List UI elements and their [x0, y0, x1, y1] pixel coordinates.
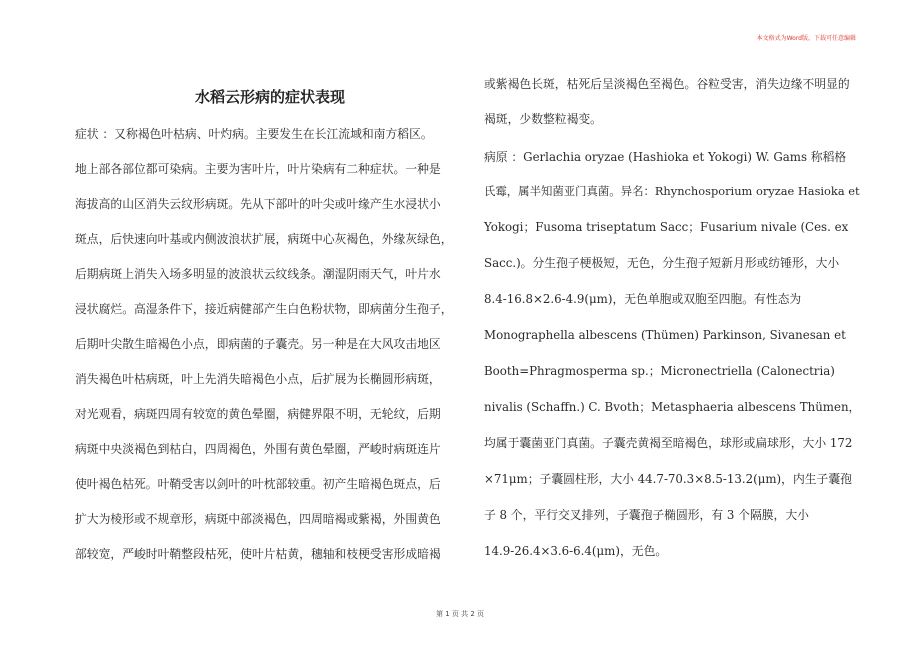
right-line-3: 病原 ：Gerlachia oryzae (Hashioka et Yokogi) W. Gams 称稻格 [484, 150, 847, 164]
left-line-3: 海拔高的山区消失云纹形病斑。先从下部叶的叶尖或叶缘产生水浸状小 [75, 197, 441, 211]
left-line-10: 病斑中央淡褐色到枯白，四周褐色，外围有黄色晕圈，严峻时病斑连片 [75, 442, 441, 456]
right-line-9: Booth=Phragmosperma sp.；Micronectriella (Calonectria) [484, 364, 835, 378]
right-line-8: Monographella albescens (Thümen) Parkinson, Sivanesan et [484, 328, 846, 342]
right-line-1: 或紫褐色长斑，枯死后呈淡褐色至褐色。谷粒受害，消失边缘不明显的 [484, 77, 850, 91]
right-line-4: 氏霉，属半知菌亚门真菌。异名：Rhynchosporium oryzae Hasioka et [484, 184, 860, 198]
left-line-13: 部较宽，严峻时叶鞘整段枯死，使叶片枯黄，穗轴和枝梗受害形成暗褐 [75, 547, 441, 561]
left-line-8: 消失褐色叶枯病斑，叶上先消失暗褐色小点，后扩展为长椭圆形病斑， [75, 372, 441, 386]
left-line-12: 扩大为棱形或不规章形，病斑中部淡褐色，四周暗褐或紫褐，外围黄色 [75, 512, 441, 526]
left-line-11: 使叶褐色枯死。叶鞘受害以剑叶的叶枕部较重。初产生暗褐色斑点，后 [75, 477, 441, 491]
right-line-10: nivalis (Schaffn.) C. Bvoth；Metasphaeria albescens Thümen， [484, 400, 861, 414]
left-line-1: 症状 ：又称褐色叶枯病、叶灼病。主要发生在长江流域和南方稻区。 [75, 127, 433, 141]
right-line-6: Sacc.)。分生孢子梗极短，无色，分生孢子短新月形或纺锤形，大小 [484, 256, 840, 270]
left-line-7: 后期叶尖散生暗褐色小点，即病菌的子囊壳。另一种是在大风攻击地区 [75, 337, 441, 351]
right-line-11: 均属于囊菌亚门真菌。子囊壳黄褐至暗褐色，球形或扁球形，大小 172 [484, 436, 853, 450]
page-title: 水稻云形病的症状表现 [194, 88, 345, 106]
page-footer: 第 1 页 共 2 页 [435, 610, 485, 618]
right-line-2: 褐斑，少数整粒褐变。 [484, 112, 602, 126]
right-line-12: ×71μm；子囊圆柱形，大小 44.7-70.3×8.5-13.2(μm)，内生子囊孢 [484, 472, 852, 486]
left-line-2: 地上部各部位都可染病。主要为害叶片，叶片染病有二种症状。一种是 [75, 162, 441, 176]
left-line-9: 对光观看，病斑四周有较宽的黄色晕圈，病健界限不明，无轮纹，后期 [75, 407, 441, 421]
left-line-6: 浸状腐烂。高湿条件下，接近病健部产生白色粉状物，即病菌分生孢子， [75, 302, 453, 316]
right-line-14: 14.9-26.4×3.6-6.4(μm)，无色。 [484, 544, 668, 558]
header-note: 本文格式为Word版，下载可任意编辑 [756, 35, 856, 42]
right-line-5: Yokogi；Fusoma triseptatum Sacc；Fusarium nivale (Ces. ex [484, 220, 849, 234]
right-line-13: 子 8 个，平行交叉排列，子囊孢子椭圆形，有 3 个隔膜，大小 [484, 508, 809, 522]
left-line-5: 后期病斑上消失入场多明显的波浪状云纹线条。潮湿阴雨天气，叶片水 [75, 267, 441, 281]
right-line-7: 8.4-16.8×2.6-4.9(μm)，无色单胞或双胞至四胞。有性态为 [484, 292, 802, 306]
left-line-4: 斑点，后快速向叶基或内侧波浪状扩展，病斑中心灰褐色，外缘灰绿色， [75, 232, 453, 246]
